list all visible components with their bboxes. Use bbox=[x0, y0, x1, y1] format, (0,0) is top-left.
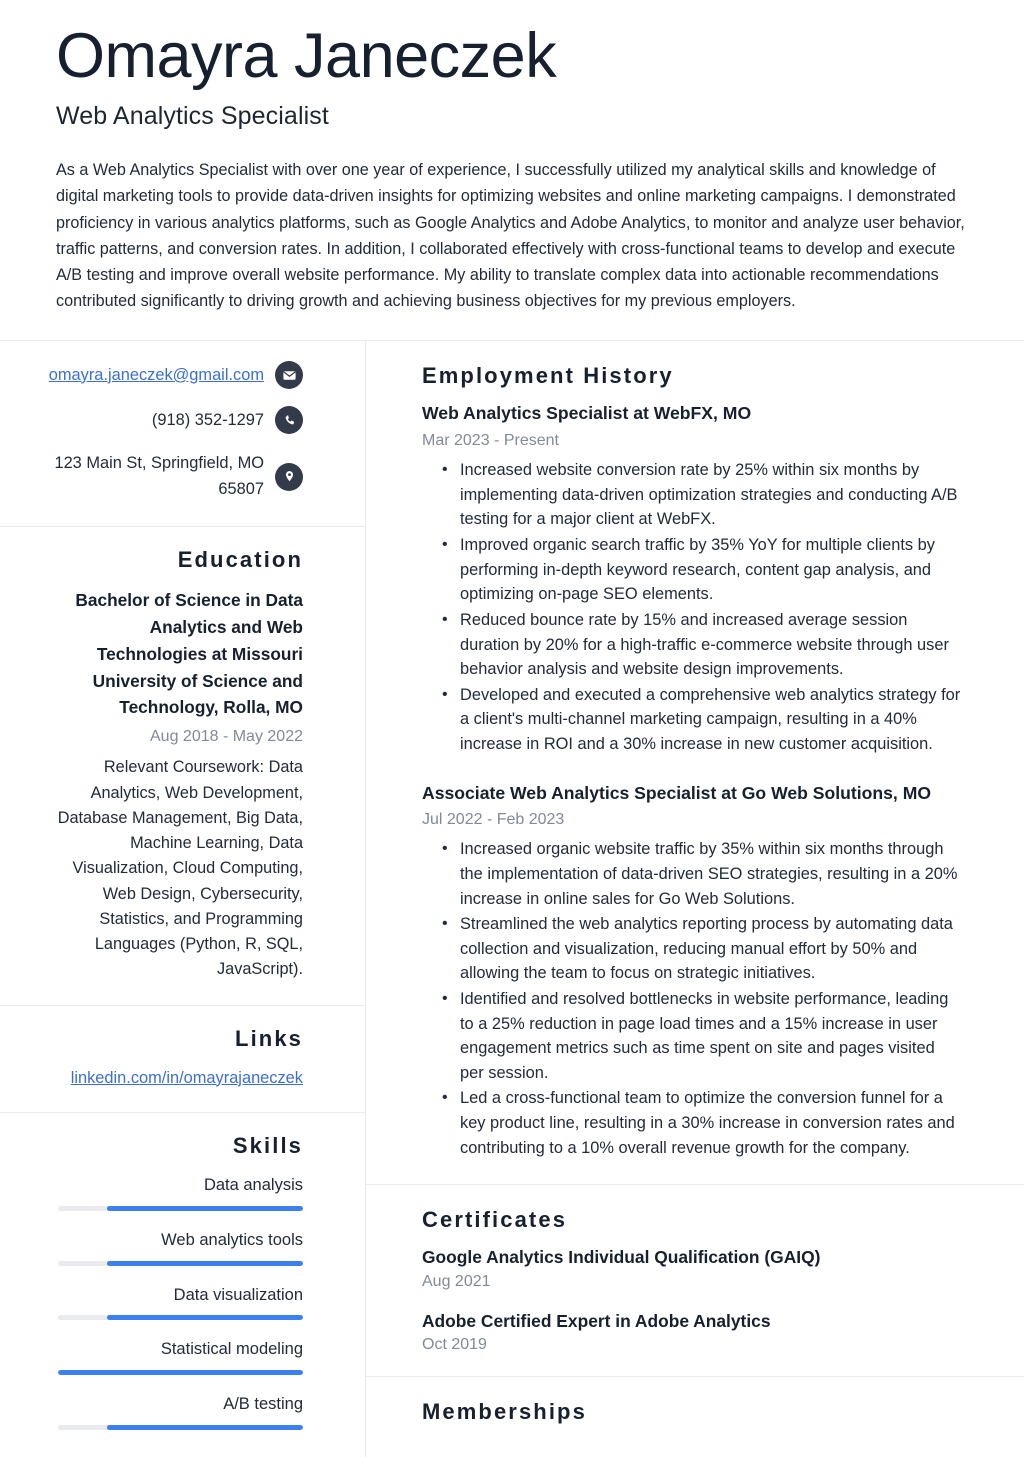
resume-header bbox=[0, 0, 1024, 340]
skill-label: Data visualization bbox=[173, 1285, 303, 1304]
employment-bullet: • Streamlined the web analytics reporting process by automating data collection and visualization, reducing manual effort by 50% and allowing the team to focus on strategic initiatives. bbox=[458, 912, 962, 986]
contact-list bbox=[50, 361, 303, 502]
skill-label: Statistical modeling bbox=[160, 1340, 303, 1359]
skill-item bbox=[50, 1283, 303, 1321]
certificate-date: Oct 2019 bbox=[422, 1336, 487, 1354]
employment-bullet: • Increased website conversion rate by 25% within six months by implementing data-driven optimization strategies and conducting A/B testing for a major client at WebFX. bbox=[458, 458, 962, 532]
education-description: Relevant Coursework: Data Analytics, Web Development, Database Management, Big Data, Machine Learning, Data Visualization, Cloud Computing, Web Design, Cybersecurity, Statistics, and Programming Languages (Python, R, SQL, JavaScript). bbox=[57, 758, 303, 979]
memberships-section-title: Memberships bbox=[422, 1399, 587, 1425]
employment-job-title: Web Analytics Specialist at WebFX, MO bbox=[422, 403, 752, 424]
resume-body bbox=[0, 341, 1024, 1457]
skill-label: Web analytics tools bbox=[161, 1230, 303, 1249]
employment-dates: Jul 2022 - Feb 2023 bbox=[422, 811, 565, 829]
contact-section bbox=[0, 341, 365, 526]
postal-address: 123 Main St, Springfield, MO 65807 bbox=[54, 454, 264, 498]
professional-summary: As a Web Analytics Specialist with over one year of experience, I successfully utilized my analytical skills and knowledge of digital marketing tools to provide data-driven insights for optimizing websites and online marketing campaigns. I demonstrated proficiency in various analytics platforms, such as Google Analytics and Adobe Analytics, to monitor and analyze user behavior, traffic patterns, and conversion rates. In addition, I collaborated effectively with cross-functional teams to develop and execute A/B testing and improve overall website performance. My ability to translate complex data into actionable recommendations contributed significantly to driving growth and achieving business objectives for my previous employers. bbox=[56, 161, 965, 311]
map-pin-icon bbox=[275, 463, 303, 491]
links-section-title: Links bbox=[235, 1025, 303, 1051]
skills-section-title: Skills bbox=[232, 1133, 303, 1159]
contact-row-phone bbox=[50, 406, 303, 434]
skill-label: A/B testing bbox=[223, 1395, 303, 1414]
phone-number: (918) 352-1297 bbox=[151, 410, 264, 429]
employment-bullet-list bbox=[422, 837, 962, 1160]
employment-bullet: • Reduced bounce rate by 15% and increased average session duration by 20% for a high-traffic e-commerce website through user behavior analysis and website design improvements. bbox=[458, 608, 962, 682]
skill-item bbox=[50, 1392, 303, 1430]
contact-row-address bbox=[50, 451, 303, 502]
skill-item bbox=[50, 1337, 303, 1375]
education-dates: Aug 2018 - May 2022 bbox=[150, 728, 303, 746]
employment-job-title: Associate Web Analytics Specialist at Go Web Solutions, MO bbox=[422, 782, 932, 803]
skills-section bbox=[0, 1113, 365, 1456]
certificate-entry bbox=[422, 1245, 962, 1290]
education-section-title: Education bbox=[177, 547, 303, 573]
skill-level-fill bbox=[107, 1206, 303, 1211]
employment-bullet: • Improved organic search traffic by 35% YoY for multiple clients by performing in-depth keyword research, content gap analysis, and optimizing on-page SEO elements. bbox=[458, 533, 962, 607]
certificate-date: Aug 2021 bbox=[422, 1272, 491, 1290]
contact-row-email[interactable] bbox=[50, 361, 303, 389]
envelope-icon bbox=[275, 361, 303, 389]
employment-entry bbox=[422, 401, 962, 756]
main-column bbox=[366, 341, 1024, 1457]
certificates-section-title: Certificates bbox=[422, 1207, 568, 1233]
skill-level-track bbox=[58, 1261, 303, 1266]
email-address[interactable]: omayra.janeczek@gmail.com bbox=[48, 365, 264, 384]
skill-item bbox=[50, 1173, 303, 1211]
employment-bullet: • Led a cross-functional team to optimize the conversion funnel for a key product line, resulting in a 30% increase in conversion rates and contributing to a 10% overall revenue growth for the company. bbox=[458, 1086, 962, 1160]
employment-dates: Mar 2023 - Present bbox=[422, 432, 559, 450]
employment-bullet: • Identified and resolved bottlenecks in website performance, leading to a 25% reduction in page load times and a 15% increase in user engagement metrics such as time spent on site and pages visited per session. bbox=[458, 987, 962, 1085]
skill-level-track bbox=[58, 1206, 303, 1211]
employment-section-title: Employment History bbox=[422, 363, 674, 389]
skill-level-track bbox=[58, 1370, 303, 1375]
employment-history-section bbox=[366, 341, 1024, 1184]
skill-level-fill bbox=[58, 1370, 303, 1375]
skill-level-track bbox=[58, 1425, 303, 1430]
education-entry bbox=[50, 587, 303, 982]
phone-icon bbox=[275, 406, 303, 434]
employment-bullet: • Developed and executed a comprehensive web analytics strategy for a client's multi-channel marketing campaign, resulting in a 40% increase in ROI and a 30% increase in new customer acquisition. bbox=[458, 683, 962, 757]
employment-bullet-list bbox=[422, 458, 962, 756]
memberships-section bbox=[366, 1377, 1024, 1457]
certificates-section bbox=[366, 1185, 1024, 1376]
employment-entry bbox=[422, 781, 962, 1161]
certificate-name: Adobe Certified Expert in Adobe Analytics bbox=[422, 1310, 771, 1331]
links-section bbox=[0, 1006, 365, 1113]
certificate-entry bbox=[422, 1309, 962, 1354]
page-title: Omayra Janeczek bbox=[56, 21, 557, 91]
education-section bbox=[0, 527, 365, 1004]
skill-level-track bbox=[58, 1315, 303, 1320]
skill-level-fill bbox=[107, 1261, 303, 1266]
certificate-name: Google Analytics Individual Qualification (GAIQ) bbox=[422, 1247, 821, 1268]
skill-label: Data analysis bbox=[203, 1176, 303, 1195]
link-item-linkedin[interactable]: linkedin.com/in/omayrajaneczek bbox=[70, 1068, 303, 1087]
employment-bullet: • Increased organic website traffic by 35% within six months through the implementation of data-driven SEO strategies, resulting in a 20% increase in online sales for Go Web Solutions. bbox=[458, 837, 962, 911]
skill-item bbox=[50, 1228, 303, 1266]
skill-level-fill bbox=[107, 1315, 303, 1320]
education-degree: Bachelor of Science in Data Analytics and Web Technologies at Missouri University of Science and Technology, Rolla, MO bbox=[75, 590, 303, 718]
skill-level-fill bbox=[107, 1425, 303, 1430]
job-title-subtitle: Web Analytics Specialist bbox=[56, 102, 329, 131]
sidebar-column bbox=[0, 341, 366, 1457]
